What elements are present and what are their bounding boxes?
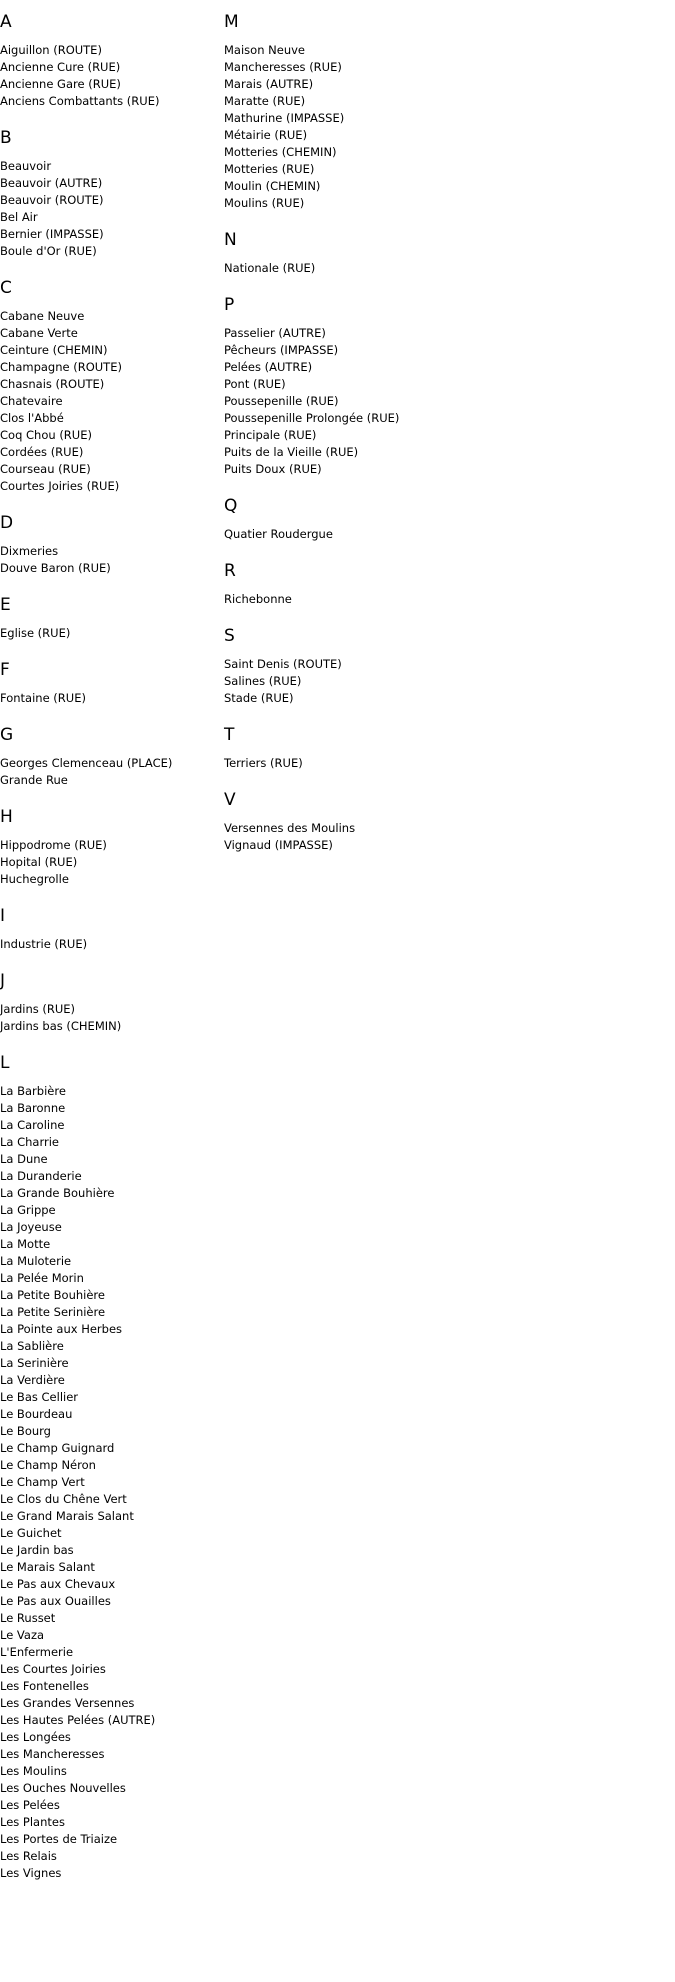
letter-section — [0, 513, 222, 577]
street-link[interactable]: Moulin (CHEMIN) — [224, 179, 321, 193]
street-link[interactable]: Courseau (RUE) — [0, 462, 91, 476]
letter-section — [224, 790, 664, 854]
street-link[interactable]: Poussepenille (RUE) — [224, 394, 339, 408]
street-link[interactable]: Pont (RUE) — [224, 377, 286, 391]
street-link[interactable]: Beauvoir (ROUTE) — [0, 193, 104, 207]
street-link[interactable]: Douve Baron (RUE) — [0, 561, 111, 575]
street-link[interactable]: Pelées (AUTRE) — [224, 360, 313, 374]
street-link[interactable]: Fontaine (RUE) — [0, 691, 86, 705]
street-link[interactable]: Le Champ Néron — [0, 1458, 96, 1472]
street-list — [224, 325, 664, 478]
street-link[interactable]: Saint Denis (ROUTE) — [224, 657, 342, 671]
street-link[interactable]: Le Clos du Chêne Vert — [0, 1492, 127, 1506]
letter-section — [0, 1053, 222, 1882]
street-link[interactable]: Ancienne Gare (RUE) — [0, 77, 121, 91]
street-list — [0, 158, 222, 260]
street-link[interactable]: Les Portes de Triaize — [0, 1832, 118, 1846]
street-link[interactable]: Métairie (RUE) — [224, 128, 308, 142]
street-link[interactable]: Puits de la Vieille (RUE) — [224, 445, 359, 459]
section-letter-heading: T — [224, 725, 235, 745]
section-letter-heading: E — [0, 595, 11, 615]
section-letter-heading: A — [0, 12, 12, 32]
street-link[interactable]: Eglise (RUE) — [0, 626, 71, 640]
street-link[interactable]: Poussepenille Prolongée (RUE) — [224, 411, 400, 425]
street-link[interactable]: Boule d'Or (RUE) — [0, 244, 97, 258]
section-letter-heading: S — [224, 626, 235, 646]
letter-section — [224, 561, 664, 608]
street-link[interactable]: La Caroline — [0, 1118, 65, 1132]
street-index-column-left — [0, 0, 222, 1900]
street-link[interactable]: Coq Chou (RUE) — [0, 428, 92, 442]
street-link[interactable]: Jardins (RUE) — [0, 1002, 76, 1016]
letter-section — [224, 725, 664, 772]
street-link[interactable]: Maratte (RUE) — [224, 94, 306, 108]
street-link[interactable]: Le Pas aux Ouailles — [0, 1594, 111, 1608]
street-link[interactable]: Les Ouches Nouvelles — [0, 1781, 126, 1795]
street-link[interactable]: Cabane Verte — [0, 326, 78, 340]
section-letter-heading: J — [0, 971, 6, 991]
section-letter-heading: N — [224, 230, 237, 250]
letter-section — [224, 230, 664, 277]
street-link[interactable]: Beauvoir — [0, 159, 52, 173]
section-letter-heading: G — [0, 725, 14, 745]
street-link[interactable]: Champagne (ROUTE) — [0, 360, 122, 374]
street-link[interactable]: La Grippe — [0, 1203, 56, 1217]
section-letter-heading: H — [0, 807, 13, 827]
street-link[interactable]: La Verdière — [0, 1373, 65, 1387]
street-link[interactable]: Ancienne Cure (RUE) — [0, 60, 121, 74]
street-link[interactable]: L'Enfermerie — [0, 1645, 74, 1659]
section-letter-heading: B — [0, 128, 12, 148]
street-list — [224, 591, 664, 608]
street-list — [224, 755, 664, 772]
street-list — [0, 837, 222, 888]
street-link[interactable]: Le Russet — [0, 1611, 56, 1625]
street-link[interactable]: Chatevaire — [0, 394, 63, 408]
street-link[interactable]: La Baronne — [0, 1101, 66, 1115]
street-link[interactable]: Les Longées — [0, 1730, 71, 1744]
street-link[interactable]: La Petite Serinière — [0, 1305, 106, 1319]
letter-section — [0, 971, 222, 1035]
street-link[interactable]: Principale (RUE) — [224, 428, 317, 442]
street-link[interactable]: Beauvoir (AUTRE) — [0, 176, 103, 190]
street-link[interactable]: Les Pelées — [0, 1798, 60, 1812]
street-link[interactable]: Georges Clemenceau (PLACE) — [0, 756, 173, 770]
street-link[interactable]: Huchegrolle — [0, 872, 69, 886]
street-link[interactable]: Bel Air — [0, 210, 38, 224]
street-link[interactable]: Hippodrome (RUE) — [0, 838, 107, 852]
street-link[interactable]: Nationale (RUE) — [224, 261, 316, 275]
street-link[interactable]: La Barbière — [0, 1084, 66, 1098]
street-link[interactable]: Ceinture (CHEMIN) — [0, 343, 108, 357]
street-link[interactable]: La Sablière — [0, 1339, 64, 1353]
letter-section — [224, 496, 664, 543]
letter-section — [0, 807, 222, 888]
street-link[interactable]: Les Fontenelles — [0, 1679, 89, 1693]
street-link[interactable]: Les Relais — [0, 1849, 57, 1863]
street-link[interactable]: Maison Neuve — [224, 43, 305, 57]
section-letter-heading: R — [224, 561, 236, 581]
street-link[interactable]: La Joyeuse — [0, 1220, 62, 1234]
street-index-column-right — [224, 0, 664, 872]
street-list — [0, 755, 222, 789]
street-list — [0, 1083, 222, 1882]
street-list — [0, 42, 222, 110]
street-list — [0, 690, 222, 707]
street-link[interactable]: La Petite Bouhière — [0, 1288, 105, 1302]
street-link[interactable]: Le Bourdeau — [0, 1407, 73, 1421]
street-list — [224, 260, 664, 277]
street-link[interactable]: Les Plantes — [0, 1815, 65, 1829]
letter-section — [0, 906, 222, 953]
section-letter-heading: C — [0, 278, 12, 298]
street-link[interactable]: La Motte — [0, 1237, 51, 1251]
street-link[interactable]: Richebonne — [224, 592, 292, 606]
street-link[interactable]: La Pelée Morin — [0, 1271, 84, 1285]
street-list — [0, 308, 222, 495]
street-link[interactable]: Le Champ Guignard — [0, 1441, 115, 1455]
street-list — [224, 526, 664, 543]
letter-section — [224, 12, 664, 212]
street-link[interactable]: La Dune — [0, 1152, 48, 1166]
street-link[interactable]: Motteries (CHEMIN) — [224, 145, 337, 159]
letter-section — [0, 128, 222, 260]
street-link[interactable]: Vignaud (IMPASSE) — [224, 838, 333, 852]
section-letter-heading: Q — [224, 496, 238, 516]
street-link[interactable]: Passelier (AUTRE) — [224, 326, 326, 340]
street-link[interactable]: Versennes des Moulins — [224, 821, 356, 835]
street-link[interactable]: Cordées (RUE) — [0, 445, 84, 459]
street-link[interactable]: Clos l'Abbé — [0, 411, 64, 425]
street-link[interactable]: Salines (RUE) — [224, 674, 302, 688]
letter-section — [224, 626, 664, 707]
street-link[interactable]: Jardins bas (CHEMIN) — [0, 1019, 122, 1033]
street-list — [224, 42, 664, 212]
street-link[interactable]: Moulins (RUE) — [224, 196, 305, 210]
street-link[interactable]: Les Vignes — [0, 1866, 62, 1880]
section-letter-heading: D — [0, 513, 14, 533]
street-link[interactable]: Mancheresses (RUE) — [224, 60, 342, 74]
street-link[interactable]: Dixmeries — [0, 544, 59, 558]
street-link[interactable]: La Duranderie — [0, 1169, 82, 1183]
street-link[interactable]: Cabane Neuve — [0, 309, 85, 323]
street-link[interactable]: La Charrie — [0, 1135, 59, 1149]
street-link[interactable]: Le Champ Vert — [0, 1475, 85, 1489]
letter-section — [0, 12, 222, 110]
street-link[interactable]: Les Moulins — [0, 1764, 67, 1778]
street-link[interactable]: Chasnais (ROUTE) — [0, 377, 105, 391]
street-link[interactable]: La Muloterie — [0, 1254, 72, 1268]
street-link[interactable]: Bernier (IMPASSE) — [0, 227, 104, 241]
street-link[interactable]: Le Pas aux Chevaux — [0, 1577, 116, 1591]
letter-section — [0, 595, 222, 642]
street-link[interactable]: Le Vaza — [0, 1628, 45, 1642]
street-link[interactable]: Le Marais Salant — [0, 1560, 95, 1574]
street-link[interactable]: Les Mancheresses — [0, 1747, 105, 1761]
street-link[interactable]: Courtes Joiries (RUE) — [0, 479, 120, 493]
street-link[interactable]: La Pointe aux Herbes — [0, 1322, 123, 1336]
street-link[interactable]: Les Grandes Versennes — [0, 1696, 135, 1710]
street-link[interactable]: La Serinière — [0, 1356, 69, 1370]
street-link[interactable]: Aiguillon (ROUTE) — [0, 43, 102, 57]
street-list — [0, 936, 222, 953]
street-link[interactable]: Terriers (RUE) — [224, 756, 303, 770]
street-list — [224, 820, 664, 854]
street-link[interactable]: Pêcheurs (IMPASSE) — [224, 343, 339, 357]
street-link[interactable]: Le Bas Cellier — [0, 1390, 79, 1404]
street-link[interactable]: Le Jardin bas — [0, 1543, 74, 1557]
letter-section — [224, 295, 664, 478]
street-link[interactable]: Le Grand Marais Salant — [0, 1509, 134, 1523]
street-link[interactable]: Stade (RUE) — [224, 691, 294, 705]
section-letter-heading: V — [224, 790, 236, 810]
street-link[interactable]: Le Bourg — [0, 1424, 51, 1438]
letter-section — [0, 278, 222, 495]
street-link[interactable]: Industrie (RUE) — [0, 937, 88, 951]
street-list — [224, 656, 664, 707]
street-link[interactable]: Les Courtes Joiries — [0, 1662, 106, 1676]
section-letter-heading: M — [224, 12, 239, 32]
street-link[interactable]: Marais (AUTRE) — [224, 77, 314, 91]
letter-section — [0, 660, 222, 707]
street-link[interactable]: La Grande Bouhière — [0, 1186, 115, 1200]
street-link[interactable]: Motteries (RUE) — [224, 162, 315, 176]
street-list — [0, 625, 222, 642]
street-link[interactable]: Mathurine (IMPASSE) — [224, 111, 345, 125]
street-link[interactable]: Les Hautes Pelées (AUTRE) — [0, 1713, 156, 1727]
section-letter-heading: I — [0, 906, 6, 926]
street-list — [0, 543, 222, 577]
letter-section — [0, 725, 222, 789]
street-link[interactable]: Anciens Combattants (RUE) — [0, 94, 160, 108]
section-letter-heading: P — [224, 295, 235, 315]
street-link[interactable]: Le Guichet — [0, 1526, 62, 1540]
street-link[interactable]: Hopital (RUE) — [0, 855, 78, 869]
section-letter-heading: F — [0, 660, 10, 680]
street-list — [0, 1001, 222, 1035]
section-letter-heading: L — [0, 1053, 10, 1073]
street-link[interactable]: Grande Rue — [0, 773, 68, 787]
street-link[interactable]: Quatier Roudergue — [224, 527, 333, 541]
street-link[interactable]: Puits Doux (RUE) — [224, 462, 322, 476]
